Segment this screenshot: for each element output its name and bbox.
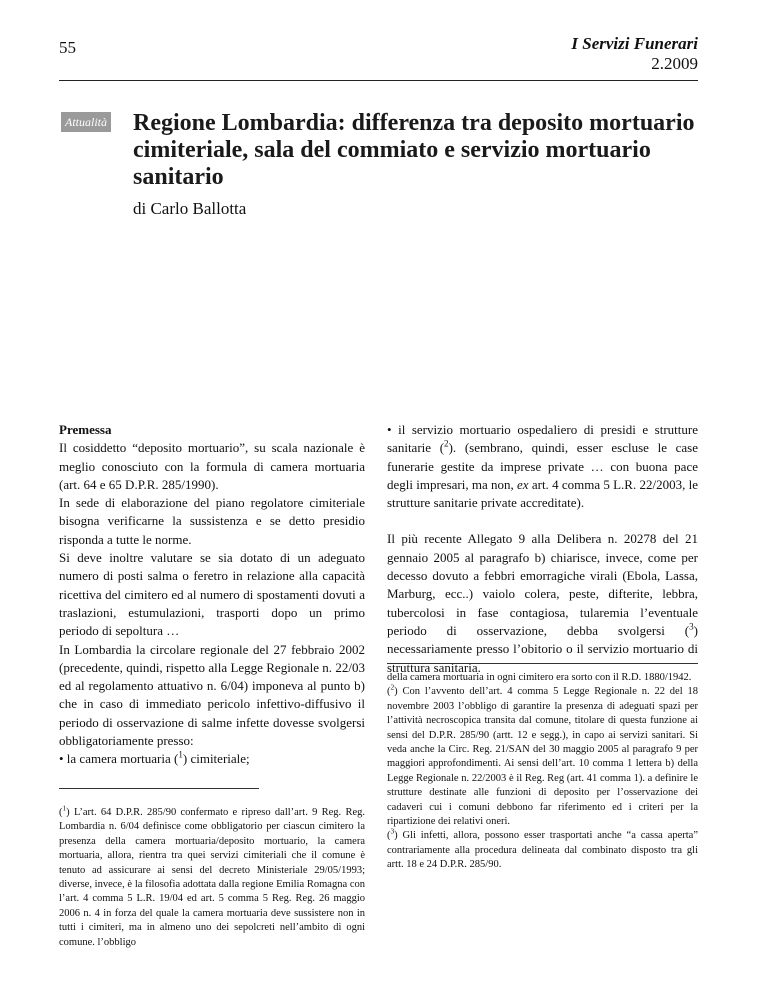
running-header	[571, 34, 698, 74]
footnote-rule	[387, 663, 698, 664]
footnote-ref: 3	[689, 621, 694, 632]
footnotes-right	[387, 671, 698, 873]
paragraph: In Lombardia la circolare regionale del 27 febbraio 2002 (precedente, quindi, rispetto alla Legge Regionale n. 22/03 ed al regolamento attuativo n. 6/04) imponeva al punto b) che in caso di immediato pericolo infettivo-diffusivo il periodo di osservazione di salme infette dovesse svolgersi obbligatoriamente presso:	[59, 641, 365, 749]
magazine-title: I Servizi Funerari	[571, 34, 698, 53]
section-heading: Premessa	[59, 422, 112, 437]
footnote-2: ($^2$) Con l’avvento dell’art. 4 comma 5 Legge Regionale n. 22 del 18 novembre 2003 l’obbligo di garantire la presenza di adeguati spazi per l’attività necroscopica transita dal comune, titolare di questa funzione ai sensi del D.P.R. 285/90 (artt. 12 e segg.), in capo ai servizi sanitari. Si veda anche la Circ. Reg. 21/SAN del 30 maggio 2005 al paragrafo 9 per maggiori approfondimenti. Ai sensi dell’art. 10 comma 1 lettera b) della Legge Regionale n. 22/2003 è il Reg. Reg (art. 41 comma 1). a definire le strutture destinate alle funzioni di deposito per l’osservazione dei cadaveri cui i comuni debbono far riferimento ed i criteri per la ripartizione dei relativi oneri.	[387, 682, 698, 828]
footnotes-left	[59, 803, 365, 950]
footnote-ref: 2	[444, 438, 449, 449]
bullet-item: • il servizio mortuario ospedaliero di presidi e strutture sanitarie ($^2$). (sembrano, quindi, esser escluse le case funerarie gestite da imprese private … con buona pace degli impresari, ma non, ex art. 4 comma 5 L.R. 22/2003, le strutture sanitarie private accreditate).	[387, 422, 698, 511]
footnote-1: ($^1$) L’art. 64 D.P.R. 285/90 confermato e ripreso dall’art. 9 Reg. Reg. Lombardia n. 6/04 definisce come obbligatorio per ciascun cimitero la presenza della camera mortuaria/deposito mortuario, la camera mortuaria, allora, rientra tra quei servizi cimiteriali che il comune è tenuto ad assicurare ai sensi del decreto Ministeriale 29/05/1993; diverse, invece, è la filosofia adottata dalla regione Emilia Romagna con l’art. 4 comma 5 L.R. 19/04 ed art. 5 comma 5 Reg. Reg. 26 maggio 2006 n. 4 in forza del quale la camera mortuaria deve sussistere non in tutti i cimiteri, ma in almeno uno dei sepolcreti nell’ambito di ogni comune. l’obbligo	[59, 803, 365, 948]
bullet-item: • la camera mortuaria ($^1$) cimiteriale;	[59, 750, 250, 767]
article-author: di Carlo Ballotta	[133, 199, 247, 218]
paragraph: Il cosiddetto “deposito mortuario”, su scala nazionale è meglio conosciuto con la formula di camera mortuaria (art. 64 e 65 D.P.R. 285/1990).	[59, 440, 365, 492]
footnote-3: ($^3$) Gli infetti, allora, possono esser trasportati anche “a cassa aperta” contrariamente alla procedura delineata dal combinato disposto tra gli artt. 18 e 24 D.P.R. 285/90.	[387, 826, 698, 871]
footnote-rule	[59, 788, 259, 789]
left-column	[59, 421, 365, 769]
right-column	[387, 421, 698, 677]
paragraph: Il più recente Allegato 9 alla Delibera n. 20278 del 21 gennaio 2005 al paragrafo b) chiarisce, invece, come per decesso dovuto a febbri emorragiche virali (Ebola, Lassa, Marburg, ecc..) vaiolo colera, peste, difterite, lebbra, tubercolosi in fase contagiosa, tularemia l’eventuale periodo di osservazione, debba svolgersi ($^3$) necessariamente presso l’obitorio o il servizio mortuario di struttura sanitaria.	[387, 531, 698, 675]
footnote-ref: 1	[178, 750, 183, 761]
footnote-1-continued: della camera mortuaria in ogni cimitero era sorto con il R.D. 1880/1942.	[387, 672, 692, 683]
paragraph: In sede di elaborazione del piano regolatore cimiteriale bisogna verificarne la sussistenza e se detto presidio risponda a tutte le norme.	[59, 495, 365, 547]
article-title: Regione Lombardia: differenza tra deposito mortuario cimiteriale, sala del commiato e servizio mortuario sanitario	[133, 110, 695, 190]
section-label: Attualità	[61, 112, 111, 132]
paragraph: Si deve inoltre valutare se sia dotato di un adeguato numero di posti salma o feretro in relazione alla capacità ricettiva del cimitero ed al numero di spostamenti dovuti a traslazioni, estumulazioni, trasporti dopo un primo periodo di sepoltura …	[59, 550, 365, 639]
header-rule	[59, 80, 698, 81]
page-number: 55	[59, 38, 76, 57]
issue-number: 2.2009	[651, 54, 698, 73]
